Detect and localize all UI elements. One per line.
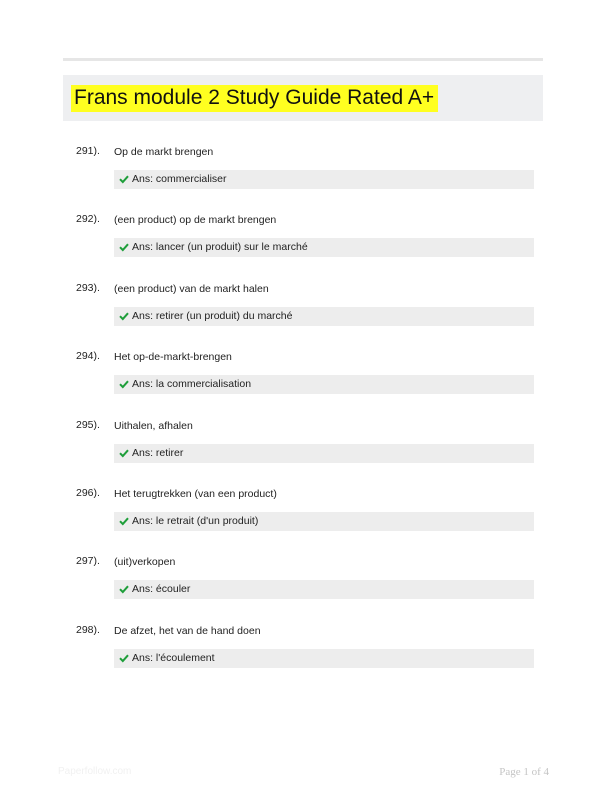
qa-item-291	[0, 144, 606, 204]
answer-box	[114, 444, 534, 463]
question-text: (een product) van de markt halen	[114, 283, 269, 295]
question-text: (een product) op de markt brengen	[114, 214, 277, 226]
document-title: Frans module 2 Study Guide Rated A+	[71, 85, 438, 112]
answer-text: Ans: retirer	[132, 447, 184, 459]
answer-text: Ans: la commercialisation	[132, 378, 252, 390]
check-icon	[119, 311, 129, 321]
answer-box	[114, 375, 534, 394]
question-number: 295).	[76, 419, 100, 431]
answer-text: Ans: l'écoulement	[132, 652, 215, 664]
answer-box	[114, 238, 534, 257]
answer-box	[114, 649, 534, 668]
answer-box	[114, 307, 534, 326]
question-text: Op de markt brengen	[114, 146, 214, 158]
check-icon	[119, 242, 129, 252]
qa-item-298	[0, 623, 606, 683]
check-icon	[119, 174, 129, 184]
question-text: Uithalen, afhalen	[114, 420, 193, 432]
question-number: 297).	[76, 555, 100, 567]
question-text: De afzet, het van de hand doen	[114, 625, 261, 637]
qa-item-294	[0, 349, 606, 409]
question-text: Het terugtrekken (van een product)	[114, 488, 277, 500]
title-band	[63, 75, 543, 121]
answer-text: Ans: retirer (un produit) du marché	[132, 310, 293, 322]
answer-box	[114, 170, 534, 189]
check-icon	[119, 653, 129, 663]
page-number: Page 1 of 4	[499, 766, 549, 778]
question-text: Het op-de-markt-brengen	[114, 351, 232, 363]
question-number: 298).	[76, 624, 100, 636]
watermark: Paperfollow.com	[58, 766, 132, 777]
question-number: 294).	[76, 350, 100, 362]
answer-text: Ans: le retrait (d'un produit)	[132, 515, 259, 527]
check-icon	[119, 516, 129, 526]
question-text: (uit)verkopen	[114, 556, 176, 568]
answer-text: Ans: commercialiser	[132, 173, 227, 185]
check-icon	[119, 584, 129, 594]
top-divider	[63, 58, 543, 61]
answer-text: Ans: lancer (un produit) sur le marché	[132, 241, 308, 253]
check-icon	[119, 448, 129, 458]
question-number: 292).	[76, 213, 100, 225]
answer-box	[114, 580, 534, 599]
qa-item-296	[0, 486, 606, 546]
qa-item-293	[0, 281, 606, 341]
qa-item-292	[0, 212, 606, 272]
question-number: 296).	[76, 487, 100, 499]
qa-item-295	[0, 418, 606, 478]
check-icon	[119, 379, 129, 389]
answer-text: Ans: écouler	[132, 583, 191, 595]
qa-item-297	[0, 554, 606, 614]
question-number: 291).	[76, 145, 100, 157]
question-number: 293).	[76, 282, 100, 294]
answer-box	[114, 512, 534, 531]
